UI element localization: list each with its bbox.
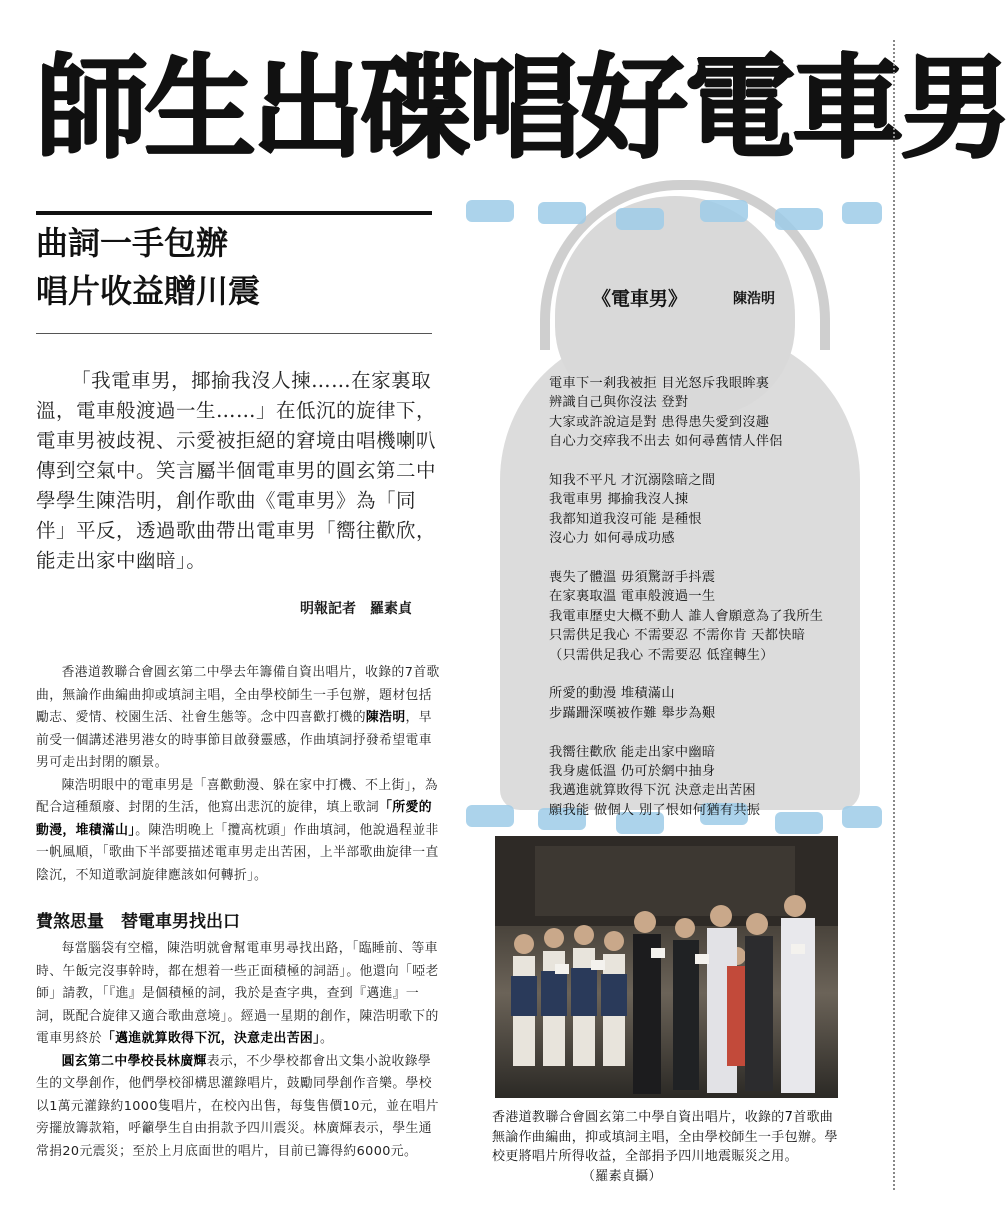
tram-icon (538, 202, 586, 224)
subheadline-line1: 曲詞一手包辦 (36, 224, 229, 262)
bold-text: 「邁進就算敗得下沉，決意走出苦困」 (101, 1031, 320, 1046)
body-paragraph (36, 1051, 442, 1164)
bold-text: 陳浩明 (365, 710, 406, 725)
lyrics-line: 在家裏取溫 電車般渡過一生 (549, 589, 716, 605)
tram-icon (466, 805, 514, 827)
bold-text: 圓玄第二中學校長林廣輝 (61, 1053, 207, 1069)
lyrics-stanza (549, 568, 879, 665)
body-paragraph (36, 662, 442, 775)
lyrics-line: 只需供足我心 不需要忍 不需你肯 天都快暗 (549, 628, 806, 644)
lyrics-line: 大家或許說這是對 患得患失愛到沒趣 (549, 414, 770, 430)
lyrics-line: 我電車男 揶揄我沒人揀 (549, 492, 689, 508)
body-text: 。 (319, 1031, 334, 1046)
body-text: ，早前受一個講述港男港女的時事節目啟發靈感，作曲填詞抒發希望電車男可走出封閉的願景。 (36, 710, 432, 770)
lyrics-stanza (549, 374, 879, 452)
lyrics-stanza (549, 684, 879, 723)
body-text: 表示，不少學校都會出文集小說收錄學生的文學創作，他們學校卻構思灌錄唱片，鼓勵同學創作音樂。學校以1萬元灌錄約1000隻唱片，在校內出售，每隻售價10元，並在唱片旁擺放籌款箱，呼籲學生自由捐款予四川震災。林廣輝表示，學生通常捐20元震災；至於上月底面世的唱片，目前已籌得約6000元。 (36, 1053, 439, 1159)
subheadline-line2: 唱片收益贈川震 (36, 272, 261, 310)
lyrics-line: 電車下一剎我被拒 目光怒斥我眼眸裏 (549, 376, 770, 391)
lyrics-stanza (549, 743, 879, 821)
byline: 明報記者 羅素貞 (300, 601, 412, 617)
lyrics-line: 我身處低溫 仍可於網中抽身 (549, 764, 716, 780)
lyrics-line: 願我能 做個人 別了恨如何猶有共振 (549, 802, 761, 818)
section-heading: 費煞思量 替電車男找出口 (36, 912, 240, 932)
lyrics-stanza (549, 471, 879, 549)
lyrics-line: 自心力交瘁我不出去 如何尋舊情人伴侶 (549, 434, 783, 450)
group-photo-illustration (495, 836, 838, 1098)
group-photo (495, 836, 838, 1098)
tram-icon (616, 208, 664, 230)
lead-text: 「我電車男，揶揄我沒人揀……在家裏取溫，電車般渡過一生……」在低沉的旋律下，電車男被歧視、示愛被拒絕的窘境由唱機喇叭傳到空氣中。笑言屬半個電車男的圓玄第二中學學生陳浩明，創作歌曲《電車男》為「同伴」平反，透過歌曲帶出電車男「嚮往歡欣，能走出家中幽暗」。 (36, 369, 437, 572)
lyrics-line: 辨識自己與你沒法 登對 (549, 395, 689, 411)
body-text: 陳浩明眼中的電車男是「喜歡動漫、躲在家中打機、不上街」，為配合這種頹廢、封閉的生活，他寫出悲沉的旋律，填上歌詞 (36, 777, 438, 815)
lyrics-line: 沒心力 如何尋成功感 (549, 531, 675, 547)
lyrics-line: 我邁進就算敗得下沉 決意走出苦困 (549, 783, 756, 799)
photo-caption (492, 1108, 842, 1186)
body-text: 每當腦袋有空檔，陳浩明就會幫電車男尋找出路，「臨睡前、等車時、午飯完沒事幹時，都在想着一些正面積極的詞語」。他還向「啞老師」請教，「『進』是個積極的詞，我於是查字典，查到『邁進』一詞，既配合旋律又適合歌曲意境」。經過一星期的創作，陳浩明歌下的電車男終於 (36, 941, 439, 1046)
lyrics-line: 所愛的動漫 堆積滿山 (549, 686, 675, 702)
subhead-top-rule (36, 211, 432, 215)
tram-icon (842, 202, 882, 224)
body-paragraph (36, 775, 442, 888)
body-text-part1 (36, 662, 442, 887)
lyrics-block (549, 374, 879, 840)
lyrics-line: 步蹣跚深嘆被作難 舉步為艱 (549, 705, 716, 721)
body-paragraph (36, 938, 442, 1051)
lyrics-line: 我電車歷史大概不動人 誰人會願意為了我所生 (549, 608, 824, 624)
lyrics-line: （只需供足我心 不需要忍 低窪轉生） (549, 647, 774, 663)
lyrics-line: 我都知道我沒可能 是種恨 (549, 511, 702, 527)
song-title: 《電車男》 (592, 288, 688, 310)
tram-icon (775, 208, 823, 230)
photo-credit: （羅素貞攝） (582, 1168, 662, 1184)
body-text: 香港道教聯合會圓玄第二中學去年籌備自資出唱片，收錄的7首歌曲，無論作曲編曲抑或填詞主唱，全由學校師生一手包辦，題材包括勵志、愛情、校園生活、社會生態等。念中四喜歡打機的 (36, 665, 440, 725)
lyrics-line: 我嚮往歡欣 能走出家中幽暗 (549, 744, 716, 760)
lyrics-line: 知我不平凡 才沉溺陰暗之間 (549, 473, 716, 489)
lyrics-line: 喪失了體溫 毋須驚訝手抖震 (549, 570, 716, 586)
headline: 師生出碟唱好電車男 (36, 44, 1008, 174)
song-author: 陳浩明 (733, 291, 775, 307)
tram-icon (466, 200, 514, 222)
bold-text: 「所愛的動漫，堆積滿山」 (36, 800, 432, 838)
cut-line (893, 40, 895, 1190)
tram-icon (700, 200, 748, 222)
lead-paragraph (36, 366, 438, 576)
body-text: 。陳浩明晚上「攬高枕頭」作曲填詞，他說過程並非一帆風順，「歌曲下半部要描述電車男走出苦困，上半部歌曲旋律一直陰沉，不知道歌詞旋律應該如何轉折」。 (36, 822, 439, 883)
subhead-bottom-rule (36, 333, 432, 334)
photo-caption-text: 香港道教聯合會圓玄第二中學自資出唱片，收錄的7首歌曲無論作曲編曲，抑或填詞主唱，全由學校師生一手包辦。學校更將唱片所得收益，全部捐予四川地震賑災之用。 (492, 1110, 838, 1164)
body-text-part2 (36, 938, 442, 1163)
